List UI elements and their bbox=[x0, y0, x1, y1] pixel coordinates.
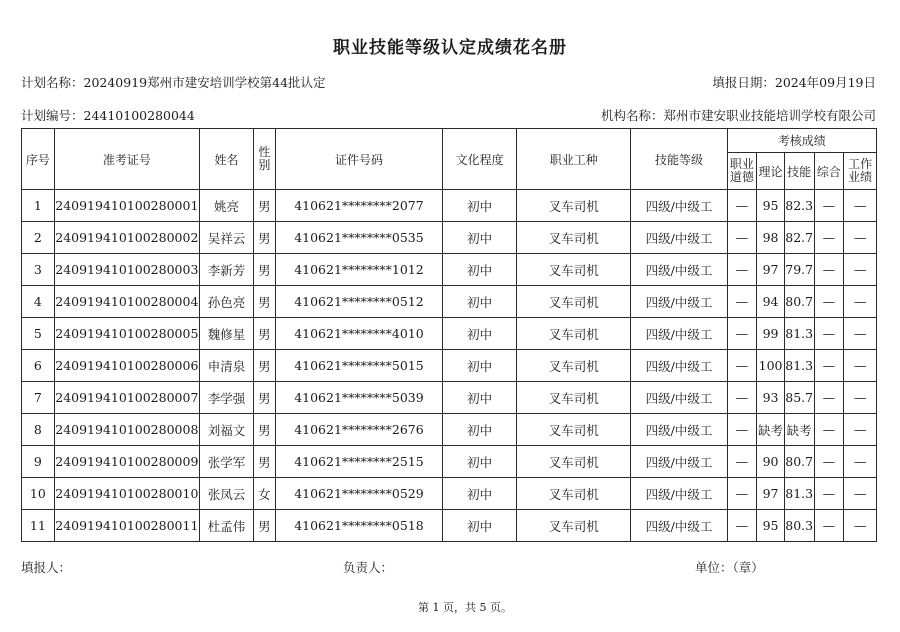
cell-performance: — bbox=[844, 190, 877, 222]
cell-occupation: 叉车司机 bbox=[516, 510, 631, 542]
cell-level: 四级/中级工 bbox=[631, 254, 727, 286]
cell-id-no: 410621********0512 bbox=[275, 286, 443, 318]
cell-exam-no: 240919410100280005 bbox=[54, 318, 199, 350]
cell-skill: 85.7 bbox=[784, 382, 814, 414]
document-title: 职业技能等级认定成绩花名册 bbox=[333, 38, 567, 58]
cell-skill: 80.3 bbox=[784, 510, 814, 542]
header-education: 文化程度 bbox=[443, 129, 517, 190]
cell-ethics: — bbox=[727, 254, 757, 286]
cell-seq: 11 bbox=[22, 510, 55, 542]
cell-exam-no: 240919410100280002 bbox=[54, 222, 199, 254]
cell-performance: — bbox=[844, 350, 877, 382]
cell-ethics: — bbox=[727, 190, 757, 222]
plan-name: 计划名称：20240919郑州市建安培训学校第44批认定 bbox=[21, 75, 326, 90]
cell-level: 四级/中级工 bbox=[631, 350, 727, 382]
cell-occupation: 叉车司机 bbox=[516, 382, 631, 414]
plan-number: 计划编号：24410100280044 bbox=[21, 108, 195, 123]
cell-overall: — bbox=[814, 254, 844, 286]
cell-name: 李新芳 bbox=[199, 254, 253, 286]
cell-level: 四级/中级工 bbox=[631, 446, 727, 478]
cell-overall: — bbox=[814, 318, 844, 350]
cell-skill: 80.7 bbox=[784, 446, 814, 478]
header-exam-no: 准考证号 bbox=[54, 129, 199, 190]
header-theory: 理论 bbox=[757, 153, 785, 190]
cell-theory: 93 bbox=[757, 382, 785, 414]
cell-seq: 9 bbox=[22, 446, 55, 478]
cell-theory: 98 bbox=[757, 222, 785, 254]
table-row bbox=[22, 254, 877, 286]
table-row bbox=[22, 510, 877, 542]
cell-performance: — bbox=[844, 414, 877, 446]
cell-occupation: 叉车司机 bbox=[516, 318, 631, 350]
header-overall: 综合 bbox=[814, 153, 844, 190]
cell-occupation: 叉车司机 bbox=[516, 254, 631, 286]
cell-gender: 男 bbox=[254, 414, 275, 446]
cell-education: 初中 bbox=[443, 190, 517, 222]
cell-seq: 7 bbox=[22, 382, 55, 414]
cell-gender: 男 bbox=[254, 190, 275, 222]
cell-skill: 82.3 bbox=[784, 190, 814, 222]
footer-filler: 填报人： bbox=[21, 560, 72, 575]
table-row bbox=[22, 414, 877, 446]
cell-exam-no: 240919410100280010 bbox=[54, 478, 199, 510]
cell-name: 刘福文 bbox=[199, 414, 253, 446]
header-scores: 考核成绩 bbox=[727, 129, 876, 153]
cell-ethics: — bbox=[727, 478, 757, 510]
cell-overall: — bbox=[814, 222, 844, 254]
cell-seq: 10 bbox=[22, 478, 55, 510]
cell-exam-no: 240919410100280009 bbox=[54, 446, 199, 478]
cell-name: 杜孟伟 bbox=[199, 510, 253, 542]
table-row bbox=[22, 286, 877, 318]
table-row bbox=[22, 446, 877, 478]
cell-gender: 男 bbox=[254, 318, 275, 350]
cell-overall: — bbox=[814, 350, 844, 382]
table-row bbox=[22, 382, 877, 414]
cell-occupation: 叉车司机 bbox=[516, 350, 631, 382]
cell-overall: — bbox=[814, 382, 844, 414]
header-performance: 工作业绩 bbox=[844, 153, 877, 190]
cell-overall: — bbox=[814, 478, 844, 510]
org-name: 机构名称：郑州市建安职业技能培训学校有限公司 bbox=[600, 108, 876, 123]
cell-name: 吴祥云 bbox=[199, 222, 253, 254]
cell-seq: 1 bbox=[22, 190, 55, 222]
cell-name: 魏修星 bbox=[199, 318, 253, 350]
cell-level: 四级/中级工 bbox=[631, 478, 727, 510]
cell-exam-no: 240919410100280003 bbox=[54, 254, 199, 286]
cell-id-no: 410621********1012 bbox=[275, 254, 443, 286]
cell-exam-no: 240919410100280004 bbox=[54, 286, 199, 318]
cell-ethics: — bbox=[727, 510, 757, 542]
cell-theory: 95 bbox=[757, 190, 785, 222]
cell-theory: 缺考 bbox=[757, 414, 785, 446]
cell-skill: 缺考 bbox=[784, 414, 814, 446]
cell-education: 初中 bbox=[443, 254, 517, 286]
cell-id-no: 410621********2515 bbox=[275, 446, 443, 478]
cell-occupation: 叉车司机 bbox=[516, 222, 631, 254]
cell-performance: — bbox=[844, 318, 877, 350]
cell-name: 李学强 bbox=[199, 382, 253, 414]
cell-skill: 81.3 bbox=[784, 350, 814, 382]
table-row bbox=[22, 190, 877, 222]
cell-level: 四级/中级工 bbox=[631, 510, 727, 542]
cell-performance: — bbox=[844, 382, 877, 414]
cell-id-no: 410621********0518 bbox=[275, 510, 443, 542]
cell-occupation: 叉车司机 bbox=[516, 286, 631, 318]
cell-theory: 90 bbox=[757, 446, 785, 478]
cell-level: 四级/中级工 bbox=[631, 382, 727, 414]
cell-name: 孙色亮 bbox=[199, 286, 253, 318]
cell-overall: — bbox=[814, 286, 844, 318]
cell-seq: 8 bbox=[22, 414, 55, 446]
cell-theory: 95 bbox=[757, 510, 785, 542]
cell-name: 张凤云 bbox=[199, 478, 253, 510]
cell-exam-no: 240919410100280008 bbox=[54, 414, 199, 446]
cell-performance: — bbox=[844, 222, 877, 254]
cell-skill: 79.7 bbox=[784, 254, 814, 286]
cell-seq: 6 bbox=[22, 350, 55, 382]
cell-name: 姚亮 bbox=[199, 190, 253, 222]
cell-skill: 81.3 bbox=[784, 318, 814, 350]
cell-overall: — bbox=[814, 446, 844, 478]
header-id-no: 证件号码 bbox=[275, 129, 443, 190]
cell-gender: 女 bbox=[254, 478, 275, 510]
cell-id-no: 410621********2077 bbox=[275, 190, 443, 222]
cell-occupation: 叉车司机 bbox=[516, 190, 631, 222]
cell-id-no: 410621********0529 bbox=[275, 478, 443, 510]
cell-level: 四级/中级工 bbox=[631, 286, 727, 318]
cell-education: 初中 bbox=[443, 382, 517, 414]
cell-ethics: — bbox=[727, 382, 757, 414]
cell-id-no: 410621********2676 bbox=[275, 414, 443, 446]
cell-ethics: — bbox=[727, 318, 757, 350]
cell-education: 初中 bbox=[443, 414, 517, 446]
cell-exam-no: 240919410100280001 bbox=[54, 190, 199, 222]
cell-education: 初中 bbox=[443, 446, 517, 478]
cell-education: 初中 bbox=[443, 510, 517, 542]
cell-skill: 80.7 bbox=[784, 286, 814, 318]
cell-theory: 100 bbox=[757, 350, 785, 382]
cell-ethics: — bbox=[727, 446, 757, 478]
cell-level: 四级/中级工 bbox=[631, 222, 727, 254]
cell-ethics: — bbox=[727, 350, 757, 382]
cell-level: 四级/中级工 bbox=[631, 190, 727, 222]
cell-performance: — bbox=[844, 446, 877, 478]
cell-theory: 97 bbox=[757, 478, 785, 510]
cell-education: 初中 bbox=[443, 350, 517, 382]
cell-seq: 3 bbox=[22, 254, 55, 286]
cell-overall: — bbox=[814, 414, 844, 446]
header-name: 姓名 bbox=[199, 129, 253, 190]
cell-id-no: 410621********0535 bbox=[275, 222, 443, 254]
header-ethics: 职业道德 bbox=[727, 153, 757, 190]
fill-date: 填报日期：2024年09月19日 bbox=[712, 75, 876, 90]
table-row bbox=[22, 478, 877, 510]
cell-gender: 男 bbox=[254, 254, 275, 286]
cell-overall: — bbox=[814, 510, 844, 542]
header-level: 技能等级 bbox=[631, 129, 727, 190]
cell-ethics: — bbox=[727, 414, 757, 446]
cell-gender: 男 bbox=[254, 286, 275, 318]
cell-occupation: 叉车司机 bbox=[516, 414, 631, 446]
cell-performance: — bbox=[844, 510, 877, 542]
cell-seq: 5 bbox=[22, 318, 55, 350]
cell-theory: 99 bbox=[757, 318, 785, 350]
cell-seq: 4 bbox=[22, 286, 55, 318]
cell-gender: 男 bbox=[254, 350, 275, 382]
cell-education: 初中 bbox=[443, 478, 517, 510]
cell-occupation: 叉车司机 bbox=[516, 478, 631, 510]
cell-gender: 男 bbox=[254, 222, 275, 254]
table-row bbox=[22, 350, 877, 382]
cell-level: 四级/中级工 bbox=[631, 414, 727, 446]
cell-performance: — bbox=[844, 254, 877, 286]
cell-theory: 97 bbox=[757, 254, 785, 286]
cell-id-no: 410621********5015 bbox=[275, 350, 443, 382]
cell-name: 申清泉 bbox=[199, 350, 253, 382]
cell-gender: 男 bbox=[254, 382, 275, 414]
cell-gender: 男 bbox=[254, 510, 275, 542]
cell-ethics: — bbox=[727, 222, 757, 254]
cell-exam-no: 240919410100280006 bbox=[54, 350, 199, 382]
table-row bbox=[22, 318, 877, 350]
table-row bbox=[22, 222, 877, 254]
score-roster-table bbox=[21, 128, 877, 542]
page-number: 第 1 页，共 5 页。 bbox=[418, 601, 512, 614]
cell-skill: 81.3 bbox=[784, 478, 814, 510]
cell-level: 四级/中级工 bbox=[631, 318, 727, 350]
cell-gender: 男 bbox=[254, 446, 275, 478]
cell-seq: 2 bbox=[22, 222, 55, 254]
cell-occupation: 叉车司机 bbox=[516, 446, 631, 478]
footer-person-in-charge: 负责人： bbox=[343, 560, 394, 575]
cell-performance: — bbox=[844, 478, 877, 510]
footer-unit: 单位：（章） bbox=[695, 560, 764, 575]
header-skill: 技能 bbox=[784, 153, 814, 190]
cell-education: 初中 bbox=[443, 286, 517, 318]
cell-education: 初中 bbox=[443, 222, 517, 254]
cell-ethics: — bbox=[727, 286, 757, 318]
cell-education: 初中 bbox=[443, 318, 517, 350]
cell-skill: 82.7 bbox=[784, 222, 814, 254]
header-gender: 性别 bbox=[254, 129, 275, 190]
cell-exam-no: 240919410100280007 bbox=[54, 382, 199, 414]
cell-overall: — bbox=[814, 190, 844, 222]
cell-theory: 94 bbox=[757, 286, 785, 318]
cell-exam-no: 240919410100280011 bbox=[54, 510, 199, 542]
cell-id-no: 410621********5039 bbox=[275, 382, 443, 414]
cell-name: 张学军 bbox=[199, 446, 253, 478]
header-seq: 序号 bbox=[22, 129, 55, 190]
header-occupation: 职业工种 bbox=[516, 129, 631, 190]
cell-performance: — bbox=[844, 286, 877, 318]
cell-id-no: 410621********4010 bbox=[275, 318, 443, 350]
